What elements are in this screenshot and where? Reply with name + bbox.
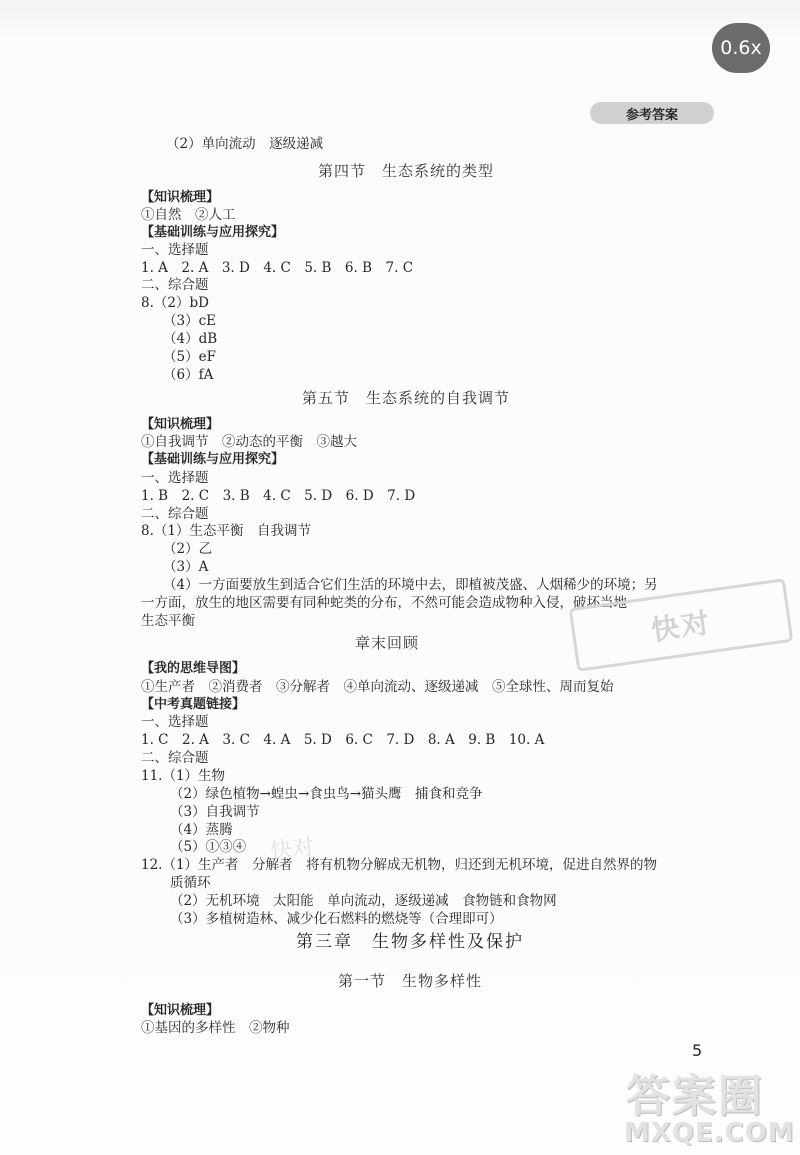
answer-line: （4）蒸腾 (170, 822, 233, 838)
answer-line: 一、选择题 (141, 470, 209, 486)
answer-line: （5）①③④ (170, 839, 247, 855)
answer-line: （2）无机环境 太阳能 单向流动，逐级递减 食物链和食物网 (170, 893, 557, 909)
answer-line: 二、综合题 (141, 277, 209, 293)
answer-line: ①基因的多样性 ②物种 (141, 1020, 290, 1036)
answer-line: （3）cE (163, 313, 217, 329)
answer-line: （2）单向流动 逐级递减 (166, 136, 324, 152)
answer-line: （3）多植树造林、减少化石燃料的燃烧等（合理即可） (170, 911, 503, 927)
watermark-faint: 快对 (269, 834, 316, 865)
answer-line: （4）一方面要放生到适合它们生活的环境中去，即植被茂盛、人烟稀少的环境；另 (163, 577, 658, 593)
answer-line: 一、选择题 (141, 242, 209, 258)
answer-line: （2）绿色植物→蝗虫→食虫鸟→猫头鹰 捕食和竞争 (170, 786, 483, 802)
page-number: 5 (692, 1041, 703, 1060)
section-title: 章末回顾 (355, 634, 420, 652)
section-title: 第一节 生物多样性 (338, 972, 483, 990)
answer-line: 1. A 2. A 3. D 4. C 5. B 6. B 7. C (141, 260, 414, 276)
answer-line: 质循环 (170, 875, 211, 891)
site-watermark (620, 1060, 795, 1150)
answer-line: 二、综合题 (141, 750, 209, 766)
answer-line: 一方面，放生的地区需要有同种蛇类的分布，不然可能会造成物种入侵，破坏当地 (141, 595, 627, 611)
answer-line: 11.（1）生物 (141, 768, 226, 784)
answer-line: ①自然 ②人工 (141, 207, 236, 223)
answer-line: 二、综合题 (141, 506, 209, 522)
answer-line: 12.（1）生产者 分解者 将有机物分解成无机物，归还到无机环境，促进自然界的物 (141, 857, 658, 873)
answer-line: （3）自我调节 (170, 804, 260, 820)
answer-line: 8.（1）生态平衡 自我调节 (141, 523, 311, 539)
section-title: 第三章 生物多样性及保护 (296, 932, 524, 952)
answer-key-tag: 参考答案 (590, 102, 714, 124)
section-title: 第四节 生态系统的类型 (318, 162, 495, 180)
site-watermark-name: 答案圈 (626, 1071, 764, 1122)
answer-line: 1. C 2. A 3. C 4. A 5. D 6. C 7. D 8. A 9. B 10. A (141, 732, 545, 748)
section-label: 【基础训练与应用探究】 (141, 452, 285, 467)
answer-line: 生态平衡 (141, 613, 195, 629)
answer-line: ①自我调节 ②动态的平衡 ③越大 (141, 434, 357, 450)
answer-line: 一、选择题 (141, 714, 209, 730)
answer-line: （4）dB (163, 331, 218, 347)
answer-line: （5）eF (163, 349, 216, 365)
answer-line: 1. B 2. C 3. B 4. C 5. D 6. D 7. D (141, 488, 416, 504)
answer-line: ①生产者 ②消费者 ③分解者 ④单向流动、逐级递减 ⑤全球性、周而复始 (141, 679, 614, 695)
site-watermark-url: MXQE.COM (624, 1118, 795, 1148)
playback-speed-badge[interactable]: 0.6x (712, 23, 770, 73)
section-label: 【基础训练与应用探究】 (141, 225, 285, 240)
answer-line: （2）乙 (163, 541, 213, 557)
section-label: 【知识梳理】 (141, 417, 220, 432)
section-label: 【我的思维导图】 (141, 661, 246, 676)
answer-line: （3）A (163, 559, 209, 575)
section-label: 【知识梳理】 (141, 1003, 220, 1018)
section-title: 第五节 生态系统的自我调节 (302, 389, 511, 407)
answer-line: 8.（2）bD (141, 295, 209, 311)
section-label: 【中考真题链接】 (141, 697, 246, 712)
section-label: 【知识梳理】 (141, 190, 220, 205)
watermark-text: 快对 (649, 605, 714, 648)
answer-line: （6）fA (163, 367, 214, 383)
